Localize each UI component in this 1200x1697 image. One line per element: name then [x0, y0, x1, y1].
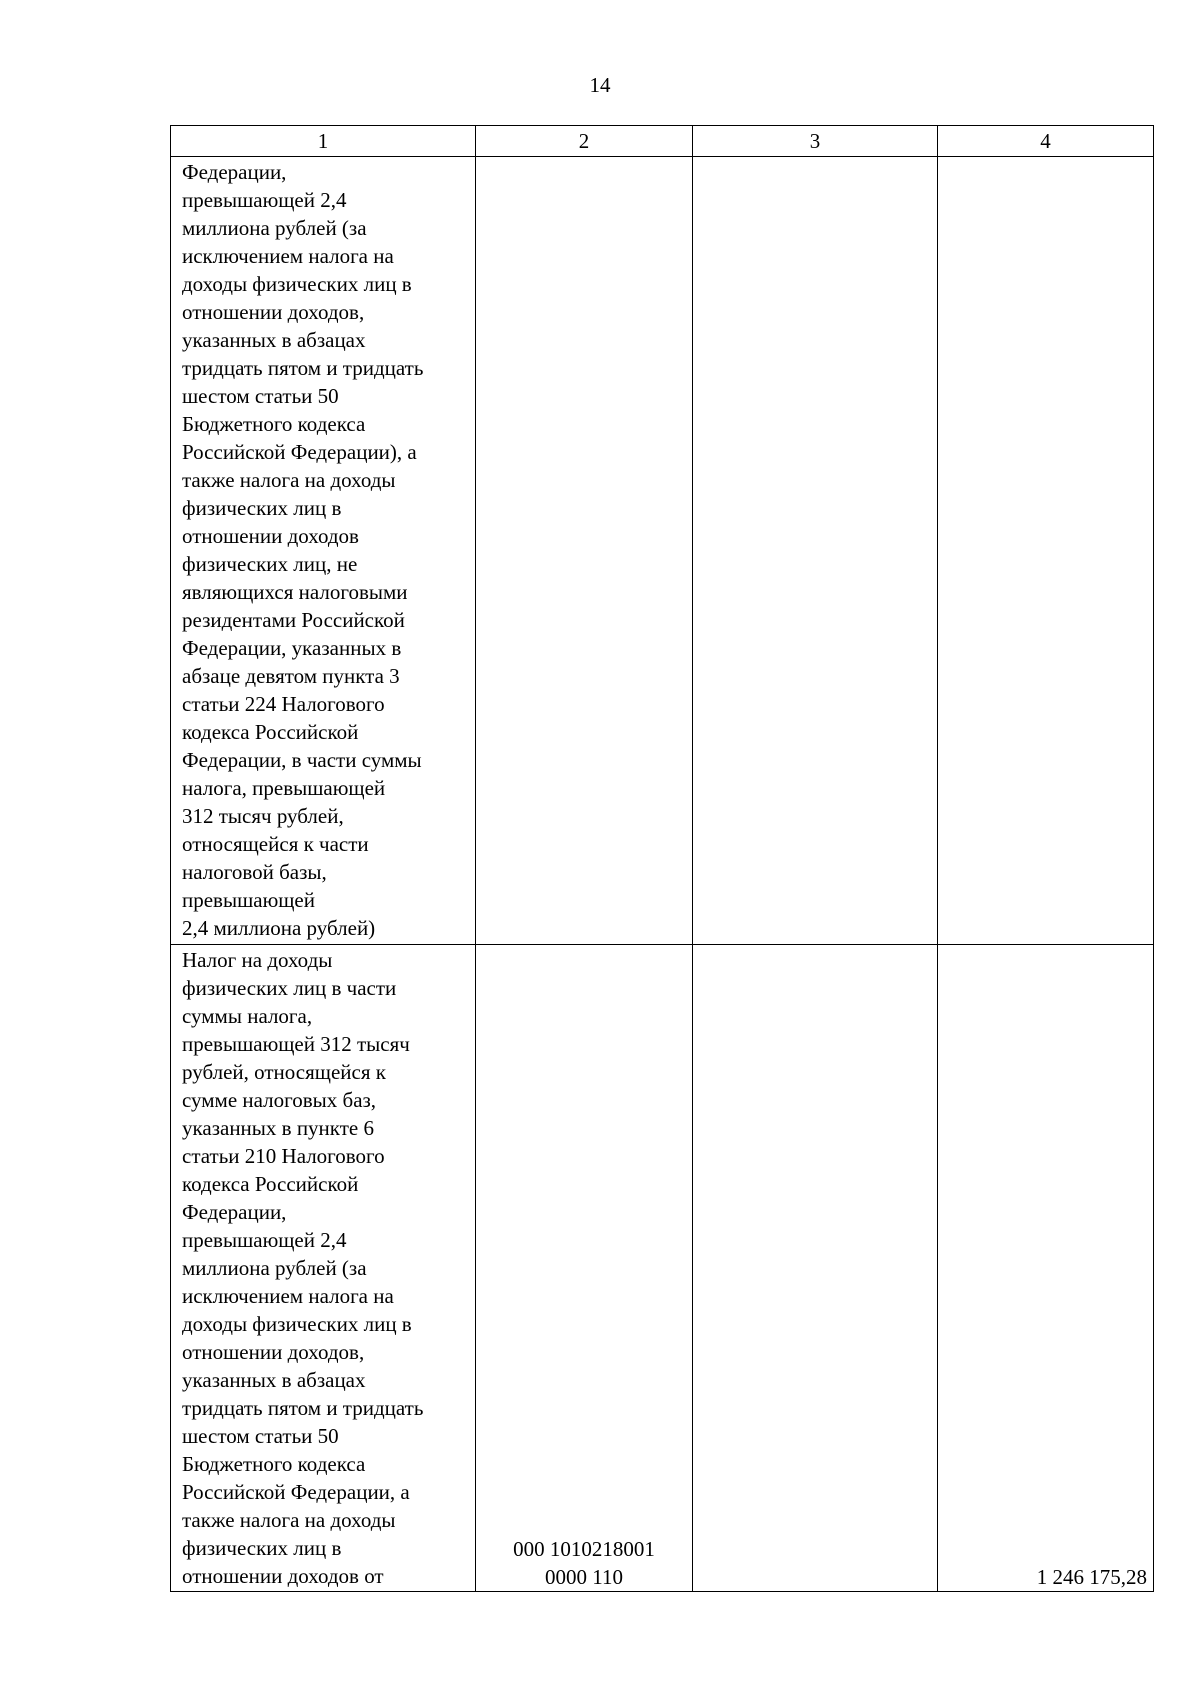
column-header-2: 2 [476, 126, 693, 157]
column-header-3: 3 [693, 126, 938, 157]
amount-cell: 1 246 175,28 [938, 945, 1154, 1592]
table-row [171, 945, 1154, 1592]
page-number: 14 [589, 73, 611, 97]
revenue-name-text: Налог на доходы физических лиц в части суммы налога, превышающей 312 тысяч рублей, относящейся к сумме налоговых баз, указанных в пункте 6 статьи 210 Налогового кодекса Российской Федерации, превышающей 2,4 миллиона рублей (за исключением налога на доходы физических лиц в отношении доходов, указанных в абзацах тридцать пятом и тридцать шестом статьи 50 Бюджетного кодекса Российской Федерации, а также налога на доходы физических лиц в отношении доходов от [182, 948, 424, 1588]
budget-revenue-table [170, 125, 1154, 1592]
column-header-1: 1 [171, 126, 476, 157]
column-header-4: 4 [938, 126, 1154, 157]
column-3-cell [693, 945, 938, 1592]
revenue-name-cell [171, 157, 476, 945]
table-header-row [171, 126, 1154, 157]
amount-cell [938, 157, 1154, 945]
revenue-name-text: Федерации, превышающей 2,4 миллиона рублей (за исключением налога на доходы физических лиц в отношении доходов, указанных в абзацах тридцать пятом и тридцать шестом статьи 50 Бюджетного кодекса Российской Федерации), а также налога на доходы физических лиц в отношении доходов физических лиц, не являющихся налоговыми резидентами Российской Федерации, указанных в абзаце девятом пункта 3 статьи 224 Налогового кодекса Российской Федерации, в части суммы налога, превышающей 312 тысяч рублей, относящейся к части налоговой базы, превышающей 2,4 миллиона рублей) [182, 160, 424, 940]
revenue-code-cell: 000 1010218001 0000 110 [476, 945, 693, 1592]
revenue-name-cell [171, 945, 476, 1592]
table-row [171, 157, 1154, 945]
column-3-cell [693, 157, 938, 945]
revenue-code-cell [476, 157, 693, 945]
